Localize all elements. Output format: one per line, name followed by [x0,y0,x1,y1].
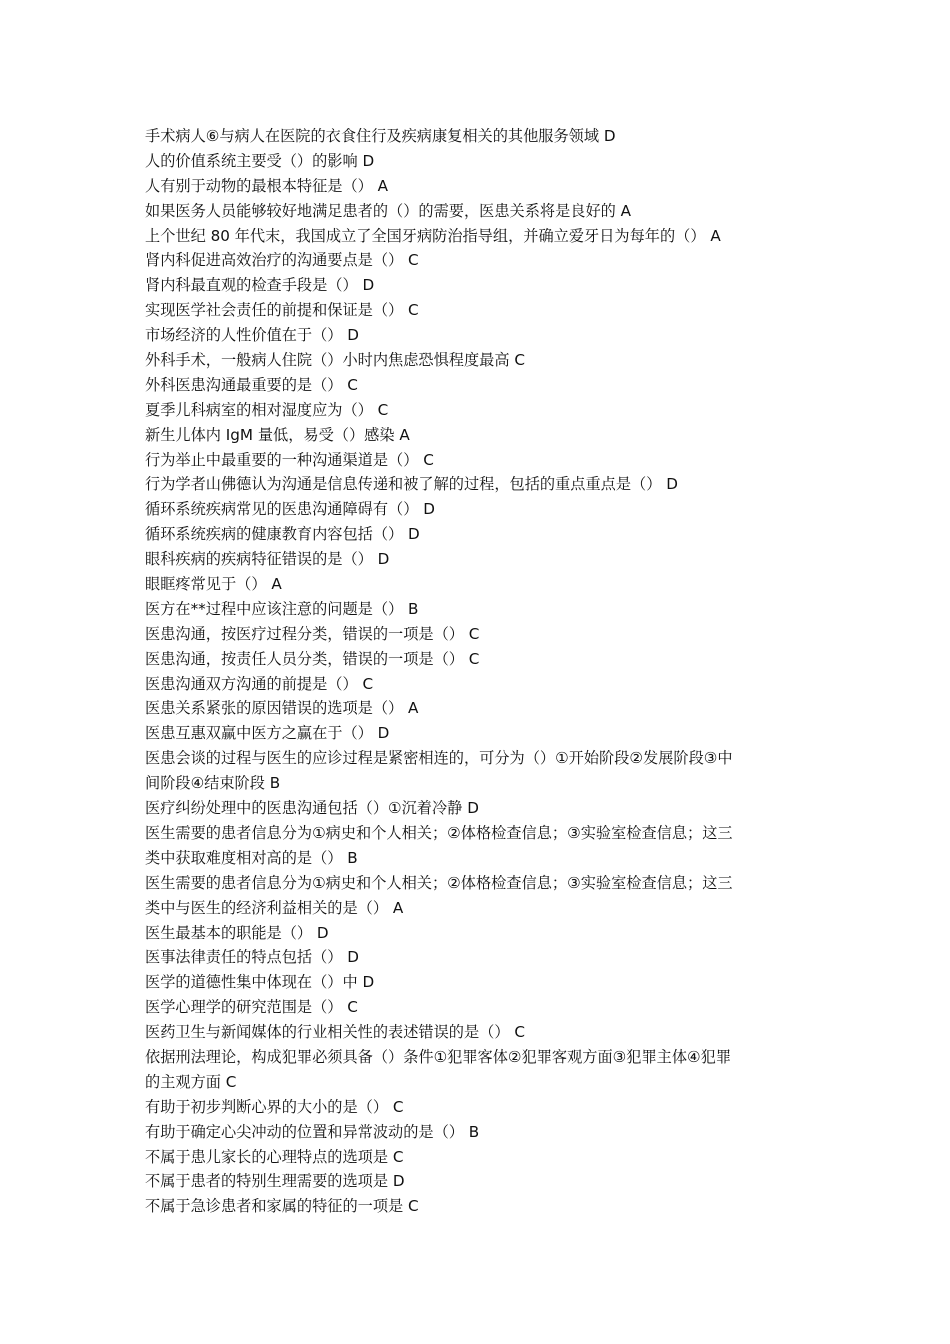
text-line: 依据刑法理论，构成犯罪必须具备（）条件①犯罪客体②犯罪客观方面③犯罪主体④犯罪 [145,1047,732,1066]
text-line: 医事法律责任的特点包括（） D [145,948,359,967]
text-line: 医患互惠双赢中医方之赢在于（） D [145,724,390,743]
text-line: 类中与医生的经济利益相关的是（） A [145,898,404,917]
text-line: 夏季儿科病室的相对湿度应为（） C [145,400,389,419]
text-line: 医学心理学的研究范围是（） C [145,998,358,1017]
text-line: 人的价值系统主要受（）的影响 D [145,151,375,170]
text-line: 医生需要的患者信息分为①病史和个人相关；②体格检查信息；③实验室检查信息；这三 [145,823,733,842]
text-line: 医患会谈的过程与医生的应诊过程是紧密相连的，可分为（）①开始阶段②发展阶段③中 [145,749,733,768]
text-line: 医患沟通，按医疗过程分类，错误的一项是（） C [145,624,480,643]
text-line: 医方在**过程中应该注意的问题是（） B [145,599,419,618]
text-line: 市场经济的人性价值在于（） D [145,326,359,345]
text-line: 眼科疾病的疾病特征错误的是（） D [145,550,390,569]
text-line: 医患沟通，按责任人员分类，错误的一项是（） C [145,649,480,668]
text-line: 循环系统疾病常见的医患沟通障碍有（） D [145,500,435,519]
text-line: 间阶段④结束阶段 B [145,774,281,793]
text-line: 手术病人⑥与病人在医院的衣食住行及疾病康复相关的其他服务领域 D [145,127,616,145]
text-line: 医学的道德性集中体现在（）中 D [145,973,375,992]
text-line: 不属于急诊患者和家属的特征的一项是 C [145,1197,419,1216]
text-line: 的主观方面 C [145,1072,237,1091]
text-line: 有助于确定心尖冲动的位置和异常波动的是（） B [145,1122,480,1141]
text-line: 医疗纠纷处理中的医患沟通包括（）①沉着冷静 D [145,799,479,818]
text-line: 医生最基本的职能是（） D [145,923,329,942]
question-answer-list [145,124,810,1219]
text-line: 人有别于动物的最根本特征是（） A [145,176,389,195]
text-line: 实现医学社会责任的前提和保证是（） C [145,301,419,320]
text-line: 类中获取难度相对高的是（） B [145,848,358,867]
text-line: 不属于患者的特别生理需要的选项是 D [145,1172,405,1191]
text-line: 如果医务人员能够较好地满足患者的（）的需要，医患关系将是良好的 A [145,201,632,220]
text-line: 肾内科最直观的检查手段是（） D [145,276,375,295]
text-line: 眼眶疼常见于（） A [145,575,282,594]
text-line: 医患沟通双方沟通的前提是（） C [145,674,374,693]
text-line: 行为学者山佛德认为沟通是信息传递和被了解的过程，包括的重点重点是（） D [145,475,678,494]
text-line: 新生儿体内 IgM 量低，易受（）感染 A [145,425,410,444]
text-line: 循环系统疾病的健康教育内容包括（） D [145,525,420,544]
text-line: 行为举止中最重要的一种沟通渠道是（） C [145,450,434,469]
text-line: 医患关系紧张的原因错误的选项是（） A [145,699,419,718]
text-line: 外科手术，一般病人住院（）小时内焦虑恐惧程度最高 C [145,351,525,370]
text-line: 外科医患沟通最重要的是（） C [145,375,358,394]
text-line: 医药卫生与新闻媒体的行业相关性的表述错误的是（） C [145,1023,525,1042]
text-line: 医生需要的患者信息分为①病史和个人相关；②体格检查信息；③实验室检查信息；这三 [145,873,733,892]
text-line: 有助于初步判断心界的大小的是（） C [145,1097,404,1116]
text-line: 肾内科促进高效治疗的沟通要点是（） C [145,251,419,270]
text-line: 上个世纪 80 年代末，我国成立了全国牙病防治指导组，并确立爱牙日为每年的（） A [145,226,721,245]
text-line: 不属于患儿家长的心理特点的选项是 C [145,1147,404,1166]
